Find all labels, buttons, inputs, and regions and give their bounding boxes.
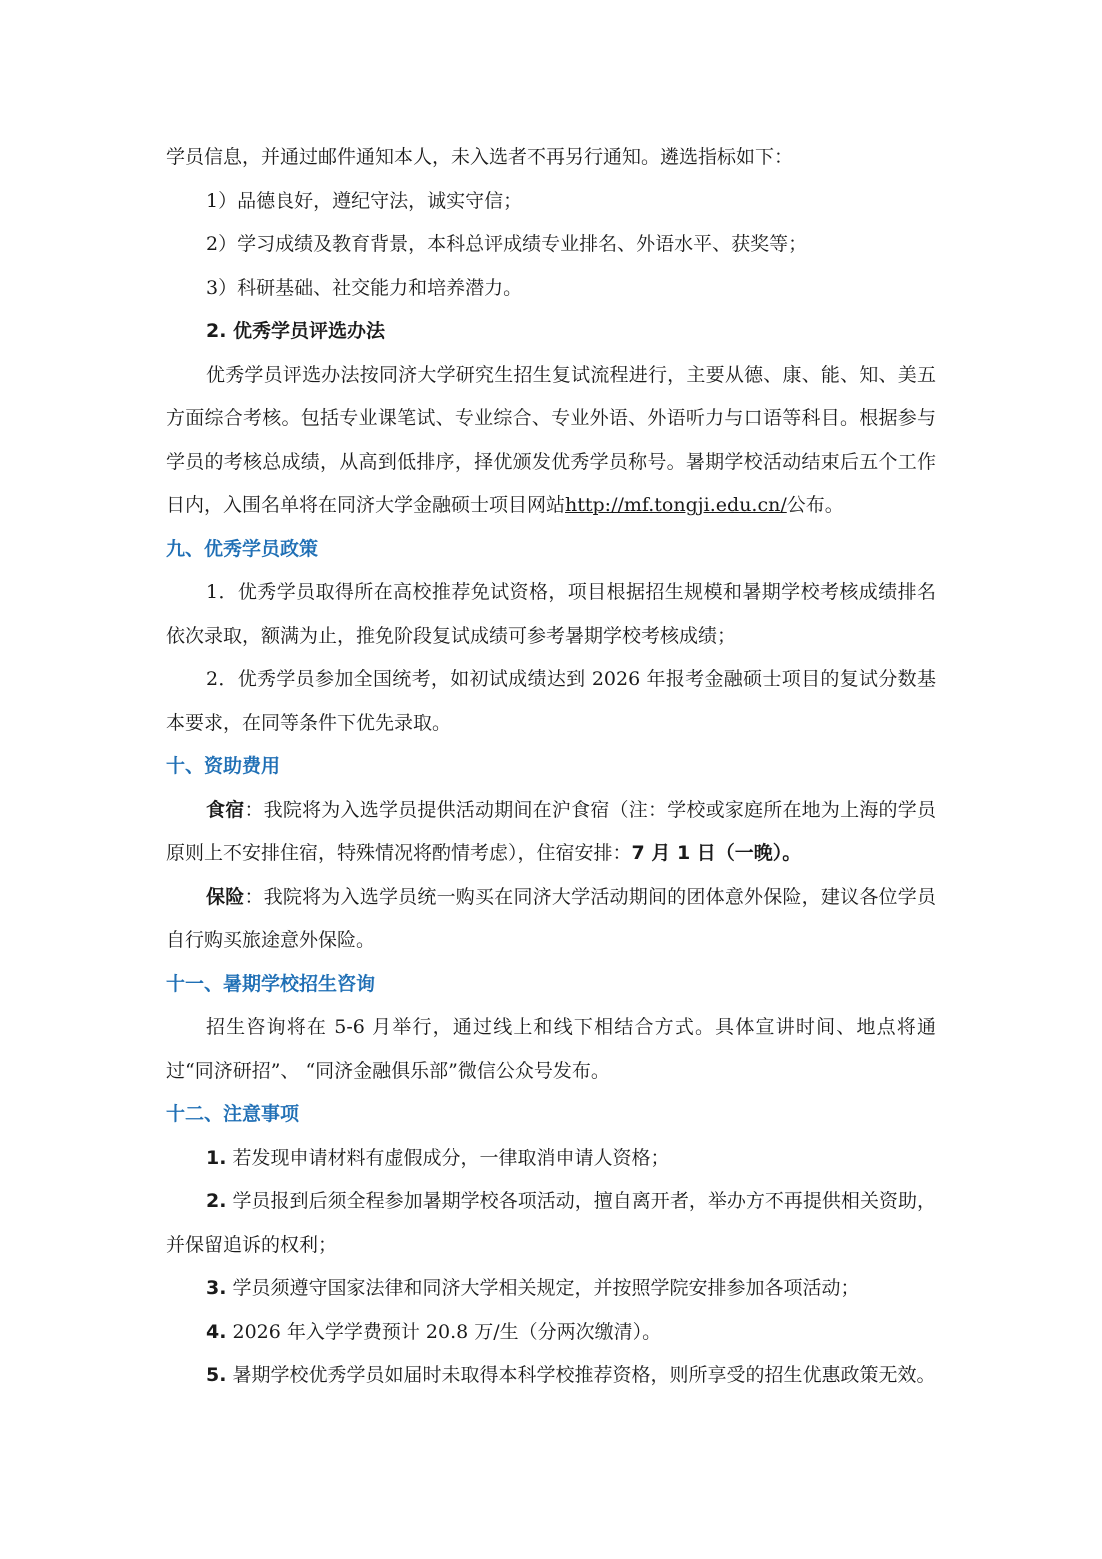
project-website-link[interactable]: http://mf.tongji.edu.cn/ — [565, 494, 787, 516]
note-item-3 — [166, 1267, 936, 1311]
section-title-policy: 九、优秀学员政策 — [166, 537, 319, 560]
policy-item-2: 2．优秀学员参加全国统考，如初试成绩达到 2026 年报考金融硕士项目的复试分数基本要求，在同等条件下优先录取。 — [166, 668, 936, 734]
note-text: 学员报到后须全程参加暑期学校各项活动，擅自离开者，举办方不再提供相关资助，并保留追诉的权利； — [166, 1190, 936, 1256]
note-item-1 — [166, 1137, 936, 1181]
section-title-consultation: 十一、暑期学校招生咨询 — [166, 972, 376, 995]
lodging-paragraph — [166, 789, 936, 876]
note-number: 5. — [206, 1364, 227, 1386]
section-title-notes: 十二、注意事项 — [166, 1103, 300, 1125]
insurance-paragraph — [166, 876, 936, 963]
note-text: 若发现申请材料有虚假成分，一律取消申请人资格； — [232, 1146, 670, 1169]
criteria-item-3: 3）科研基础、社交能力和培养潜力。 — [206, 276, 523, 299]
selection-method-text: 优秀学员评选办法按同济大学研究生招生复试流程进行，主要从德、康、能、知、美五方面综合考核。包括专业课笔试、专业综合、专业外语、外语听力与口语等科目。根据参与学员的考核总成绩，从高到低排序，择优颁发优秀学员称号。暑期学校活动结束后五个工作日内，入围名单将在同济大学金融硕士项目网站 — [166, 363, 936, 516]
note-item-5 — [166, 1354, 936, 1398]
insurance-label: 保险 — [206, 885, 245, 908]
note-text: 2026 年入学学费预计 20.8 万/生（分两次缴清）。 — [232, 1320, 662, 1343]
note-item-4 — [166, 1311, 936, 1355]
note-item-2 — [166, 1180, 936, 1267]
note-number: 4. — [206, 1320, 227, 1343]
note-text: 学员须遵守国家法律和同济大学相关规定，并按照学院安排参加各项活动； — [232, 1277, 860, 1299]
lodging-label: 食宿 — [206, 798, 245, 821]
note-number: 2. — [206, 1190, 227, 1212]
subheading-selection-method: 2. 优秀学员评选办法 — [206, 320, 386, 342]
note-number: 1. — [206, 1146, 227, 1169]
consultation-paragraph: 招生咨询将在 5-6 月举行，通过线上和线下相结合方式。具体宣讲时间、地点将通过“同济研招”、 “同济金融俱乐部”微信公众号发布。 — [166, 1016, 936, 1082]
policy-item-1: 1．优秀学员取得所在高校推荐免试资格，项目根据招生规模和暑期学校考核成绩排名依次录取，额满为止，推免阶段复试成绩可参考暑期学校考核成绩； — [166, 581, 936, 647]
criteria-item-2: 2）学习成绩及教育背景，本科总评成绩专业排名、外语水平、获奖等； — [206, 233, 808, 255]
intro-paragraph: 学员信息，并通过邮件通知本人，未入选者不再另行通知。遴选指标如下： — [166, 146, 794, 168]
note-text: 暑期学校优秀学员如届时未取得本科学校推荐资格，则所享受的招生优惠政策无效。 — [232, 1364, 936, 1386]
selection-method-paragraph — [166, 354, 936, 528]
criteria-item-1: 1）品德良好，遵纪守法，诚实守信； — [206, 189, 523, 212]
lodging-text: ：我院将为入选学员提供活动期间在沪食宿（注：学校或家庭所在地为上海的学员原则上不安排住宿，特殊情况将酌情考虑），住宿安排： — [166, 798, 936, 864]
insurance-text: ：我院将为入选学员统一购买在同济大学活动期间的团体意外保险，建议各位学员自行购买旅途意外保险。 — [166, 885, 936, 951]
lodging-date: 7 月 1 日（一晚）。 — [631, 842, 802, 864]
selection-method-tail: 公布。 — [786, 494, 844, 516]
section-title-funding: 十、资助费用 — [166, 755, 281, 777]
note-number: 3. — [206, 1277, 227, 1299]
